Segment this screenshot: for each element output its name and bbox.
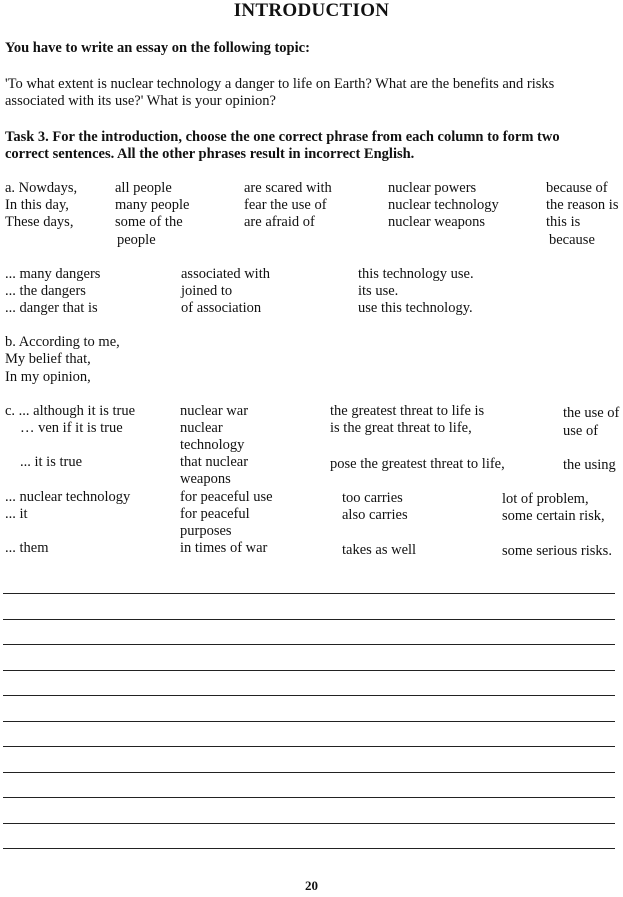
option-c-col3: takes as well bbox=[342, 542, 417, 558]
option-a2-col2: joined to bbox=[181, 283, 233, 299]
writing-line[interactable] bbox=[3, 695, 615, 696]
option-c-col2: technology bbox=[180, 437, 245, 453]
page-title: INTRODUCTION bbox=[233, 0, 390, 21]
option-a-col2: people bbox=[117, 232, 156, 248]
task-instruction-line-1: Task 3. For the introduction, choose the one correct phrase from each column to form two bbox=[5, 129, 560, 145]
option-a-col4: nuclear powers bbox=[388, 180, 477, 196]
writing-line[interactable] bbox=[3, 823, 615, 824]
option-c-col2: purposes bbox=[180, 523, 232, 539]
option-c-col4: use of bbox=[563, 423, 599, 439]
page-number: 20 bbox=[305, 878, 318, 893]
option-c-col2: nuclear war bbox=[180, 403, 249, 419]
option-c-col1: ... them bbox=[5, 540, 49, 556]
writing-line[interactable] bbox=[3, 848, 615, 849]
option-a2-col3: its use. bbox=[358, 283, 399, 299]
topic-text-line-1: 'To what extent is nuclear technology a danger to life on Earth? What are the benefits and risks bbox=[5, 76, 555, 92]
option-a-col1: In this day, bbox=[5, 197, 69, 213]
topic-text-line-2: associated with its use?' What is your opinion? bbox=[5, 93, 276, 109]
writing-line[interactable] bbox=[3, 746, 615, 747]
option-a2-col1: ... many dangers bbox=[5, 266, 101, 282]
writing-line[interactable] bbox=[3, 721, 615, 722]
option-c-col2: weapons bbox=[180, 471, 231, 487]
option-c-col1: … ven if it is true bbox=[20, 420, 123, 436]
topic-heading: You have to write an essay on the following topic: bbox=[5, 40, 310, 56]
option-c-col2: for peaceful bbox=[180, 506, 250, 522]
option-c-col2: that nuclear bbox=[180, 454, 249, 470]
option-a2-col2: of association bbox=[181, 300, 262, 316]
option-a2-col3: this technology use. bbox=[358, 266, 474, 282]
option-b: b. According to me, bbox=[5, 334, 120, 350]
writing-line[interactable] bbox=[3, 670, 615, 671]
option-c-col2: for peaceful use bbox=[180, 489, 273, 505]
writing-line[interactable] bbox=[3, 644, 615, 645]
option-c-col3: pose the greatest threat to life, bbox=[330, 456, 505, 472]
option-c-col4: some serious risks. bbox=[502, 543, 612, 559]
task-instruction-line-2: correct sentences. All the other phrases result in incorrect English. bbox=[5, 146, 415, 162]
writing-line[interactable] bbox=[3, 593, 615, 594]
option-a-col3: fear the use of bbox=[244, 197, 327, 213]
option-c-col2: nuclear bbox=[180, 420, 223, 436]
option-a-col3: are scared with bbox=[244, 180, 332, 196]
option-a-col1: These days, bbox=[5, 214, 74, 230]
option-c-col4: the using bbox=[563, 457, 616, 473]
option-a-col5: because of bbox=[546, 180, 608, 196]
option-c-col4: lot of problem, bbox=[502, 491, 589, 507]
option-a2-col1: ... danger that is bbox=[5, 300, 98, 316]
writing-line[interactable] bbox=[3, 619, 615, 620]
option-b: In my opinion, bbox=[5, 369, 91, 385]
option-a2-col2: associated with bbox=[181, 266, 270, 282]
option-b: My belief that, bbox=[5, 351, 91, 367]
option-a-col4: nuclear weapons bbox=[388, 214, 486, 230]
option-c-col1: c. ... although it is true bbox=[5, 403, 136, 419]
option-c-col2: in times of war bbox=[180, 540, 268, 556]
option-a-col2: all people bbox=[115, 180, 172, 196]
option-a2-col3: use this technology. bbox=[358, 300, 473, 316]
option-a-col5: this is bbox=[546, 214, 581, 230]
option-c-col3: is the great threat to life, bbox=[330, 420, 472, 436]
option-c-col4: some certain risk, bbox=[502, 508, 605, 524]
option-a-col1: a. Nowdays, bbox=[5, 180, 78, 196]
option-c-col1: ... nuclear technology bbox=[5, 489, 131, 505]
option-c-col3: too carries bbox=[342, 490, 403, 506]
option-a-col2: some of the bbox=[115, 214, 183, 230]
writing-line[interactable] bbox=[3, 772, 615, 773]
option-c-col1: ... it bbox=[5, 506, 28, 522]
option-a-col2: many people bbox=[115, 197, 190, 213]
option-a-col3: are afraid of bbox=[244, 214, 315, 230]
option-c-col4: the use of bbox=[563, 405, 620, 421]
option-a-col5: because bbox=[549, 232, 595, 248]
option-a-col4: nuclear technology bbox=[388, 197, 499, 213]
option-c-col3: the greatest threat to life is bbox=[330, 403, 485, 419]
option-c-col3: also carries bbox=[342, 507, 408, 523]
option-a2-col1: ... the dangers bbox=[5, 283, 86, 299]
option-a-col5: the reason is bbox=[546, 197, 619, 213]
writing-line[interactable] bbox=[3, 797, 615, 798]
option-c-col1: ... it is true bbox=[20, 454, 83, 470]
